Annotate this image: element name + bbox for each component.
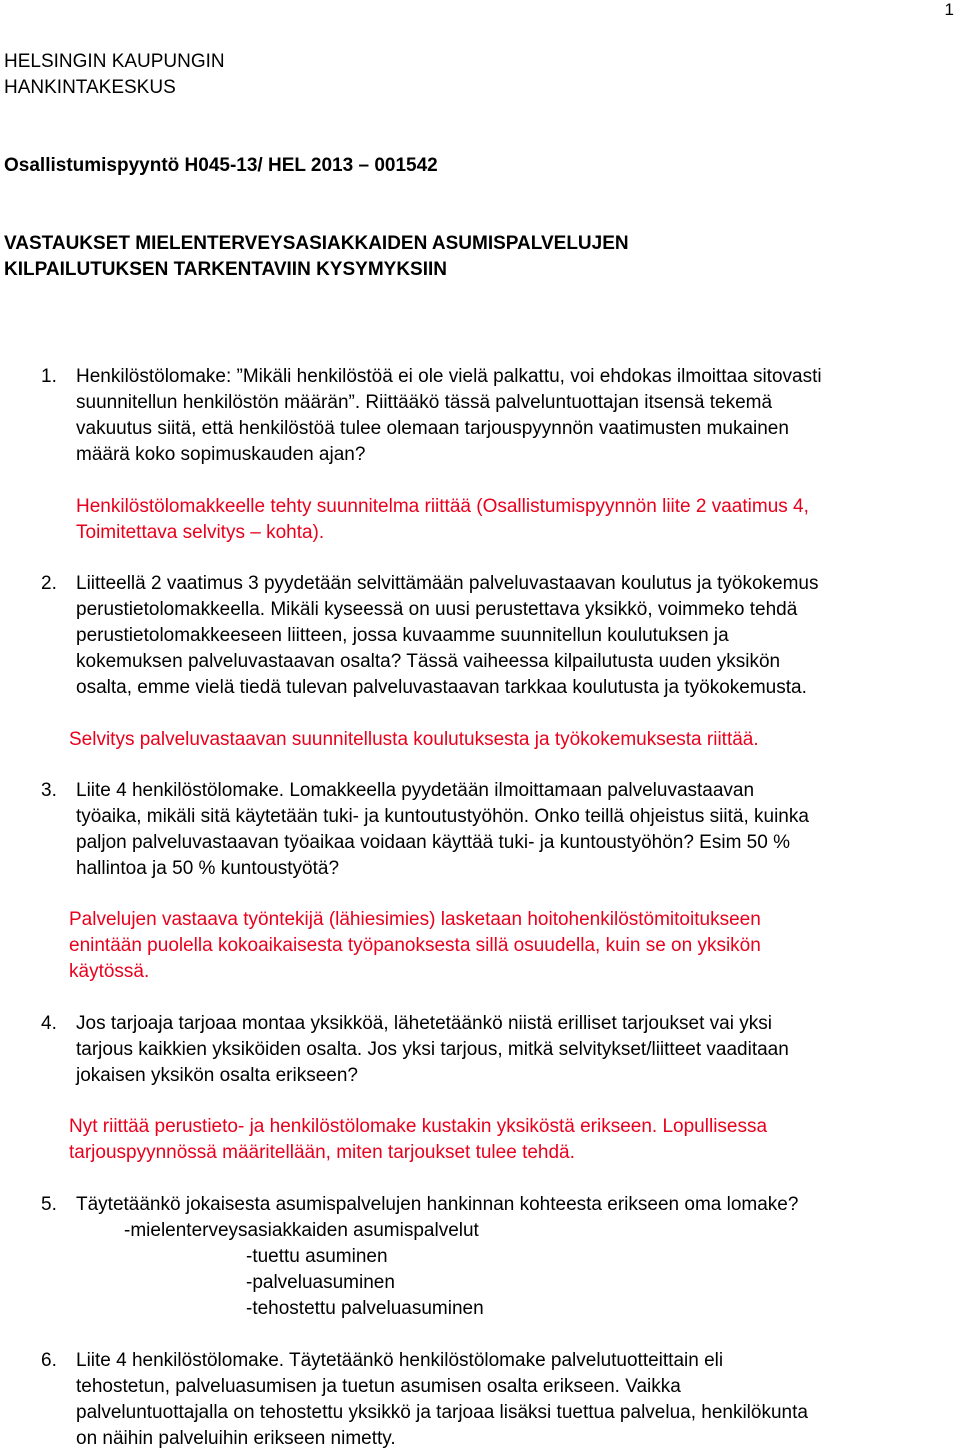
text-line: Toimitettava selvitys – kohta). [76, 522, 325, 543]
question-text [76, 1011, 959, 1089]
question-item [41, 1192, 959, 1322]
question-item [41, 1348, 959, 1452]
text-line: Liite 4 henkilöstölomake. Täytetäänkö henkilöstölomake palvelutuotteittain eli [76, 1350, 724, 1371]
answer-text [69, 1114, 959, 1166]
document-heading [4, 231, 904, 283]
text-line: tehostetun, palveluasumisen ja tuetun asumisen osalta erikseen. Vaikka [76, 1376, 681, 1397]
sub-list-item: -tuettu asuminen [246, 1246, 388, 1267]
text-line: osalta, emme vielä tiedä tulevan palveluvastaavan tarkkaa koulutusta ja työkokemusta. [76, 677, 807, 698]
page-number: 1 [944, 0, 954, 19]
question-item [41, 571, 959, 701]
text-line: perustietolomakkeeseen liitteen, jossa kuvaamme suunnitellun koulutuksen ja [76, 625, 729, 646]
question-item [41, 778, 959, 882]
heading-line: VASTAUKSET MIELENTERVEYSASIAKKAIDEN ASUMISPALVELUJEN [4, 233, 629, 254]
sub-list-item: -mielenterveysasiakkaiden asumispalvelut [124, 1220, 479, 1241]
text-line: Palvelujen vastaava työntekijä (lähiesimies) lasketaan hoitohenkilöstömitoitukseen [69, 909, 761, 930]
answer-text [76, 494, 960, 546]
item-number: 3. [41, 780, 57, 801]
text-line: perustietolomakkeella. Mikäli kyseessä on uusi perustettava yksikkö, voimmeko tehdä [76, 599, 798, 620]
text-line: jokaisen yksikön osalta erikseen? [76, 1065, 358, 1086]
text-line: tarjous kaikkien yksiköiden osalta. Jos yksi tarjous, mitkä selvitykset/liitteet vaaditaan [76, 1039, 789, 1060]
organization-name [4, 49, 604, 101]
text-line: suunnitellun henkilöstön määrän”. Riittääkö tässä palveluntuottajan itsensä tekemä [76, 392, 773, 413]
answer-text [69, 907, 959, 985]
text-line: käytössä. [69, 961, 150, 982]
item-number: 5. [41, 1194, 57, 1215]
heading-line: KILPAILUTUKSEN TARKENTAVIIN KYSYMYKSIIN [4, 259, 447, 280]
answer-text [69, 727, 959, 753]
text-line: Liite 4 henkilöstölomake. Lomakkeella pyydetään ilmoittamaan palveluvastaavan [76, 780, 755, 801]
document-reference: Osallistumispyyntö H045-13/ HEL 2013 – 001542 [4, 155, 438, 176]
text-line: Henkilöstölomakkeelle tehty suunnitelma riittää (Osallistumispyynnön liite 2 vaatimus 4, [76, 496, 809, 517]
text-line: hallintoa ja 50 % kuntoustyötä? [76, 858, 340, 879]
text-line: Selvitys palveluvastaavan suunnitellusta koulutuksesta ja työkokemuksesta riittää. [69, 729, 759, 750]
item-number: 2. [41, 573, 57, 594]
organization-line: HELSINGIN KAUPUNGIN [4, 51, 225, 72]
text-line: työaika, mikäli sitä käytetään tuki- ja kuntoutustyöhön. Onko teillä ohjeistus siitä, kuinka [76, 806, 809, 827]
text-line: Nyt riittää perustieto- ja henkilöstölomake kustakin yksiköstä erikseen. Lopullisessa [69, 1116, 768, 1137]
text-line: palveluntuottajalla on tehostettu yksikkö ja tarjoaa lisäksi tuettua palvelua, henkilökunta [76, 1402, 808, 1423]
sub-list-item: -palveluasuminen [246, 1272, 395, 1293]
question-text [76, 1192, 959, 1322]
sub-list-item: -tehostettu palveluasuminen [246, 1298, 484, 1319]
question-item [41, 364, 959, 468]
question-text [76, 364, 959, 468]
question-text [76, 778, 959, 882]
text-line: Liitteellä 2 vaatimus 3 pyydetään selvittämään palveluvastaavan koulutus ja työkokemus [76, 573, 819, 594]
text-line: on näihin palveluihin erikseen nimetty. [76, 1428, 396, 1449]
text-line: määrä koko sopimuskauden ajan? [76, 444, 366, 465]
item-number: 4. [41, 1013, 57, 1034]
text-line: enintään puolella kokoaikaisesta työpanoksesta sillä osuudella, kuin se on yksikön [69, 935, 761, 956]
question-text [76, 1348, 959, 1452]
text-line: Täytetäänkö jokaisesta asumispalvelujen hankinnan kohteesta erikseen oma lomake? [76, 1194, 799, 1215]
text-line: Jos tarjoaja tarjoaa montaa yksikköä, lähetetäänkö niistä erilliset tarjoukset vai yksi [76, 1013, 772, 1034]
text-line: vakuutus siitä, että henkilöstöä tulee olemaan tarjouspyynnön vaatimusten mukainen [76, 418, 789, 439]
item-number: 6. [41, 1350, 57, 1371]
question-item [41, 1011, 959, 1089]
text-line: kokemuksen palveluvastaavan osalta? Tässä vaiheessa kilpailutusta uuden yksikön [76, 651, 781, 672]
question-text [76, 571, 959, 701]
text-line: paljon palveluvastaavan työaikaa voidaan käyttää tuki- ja kuntoustyöhön? Esim 50 % [76, 832, 790, 853]
text-line: tarjouspyynnössä määritellään, miten tarjoukset tulee tehdä. [69, 1142, 575, 1163]
item-number: 1. [41, 366, 57, 387]
organization-line: HANKINTAKESKUS [4, 77, 176, 98]
text-line: Henkilöstölomake: ”Mikäli henkilöstöä ei ole vielä palkattu, voi ehdokas ilmoittaa sitovasti [76, 366, 822, 387]
